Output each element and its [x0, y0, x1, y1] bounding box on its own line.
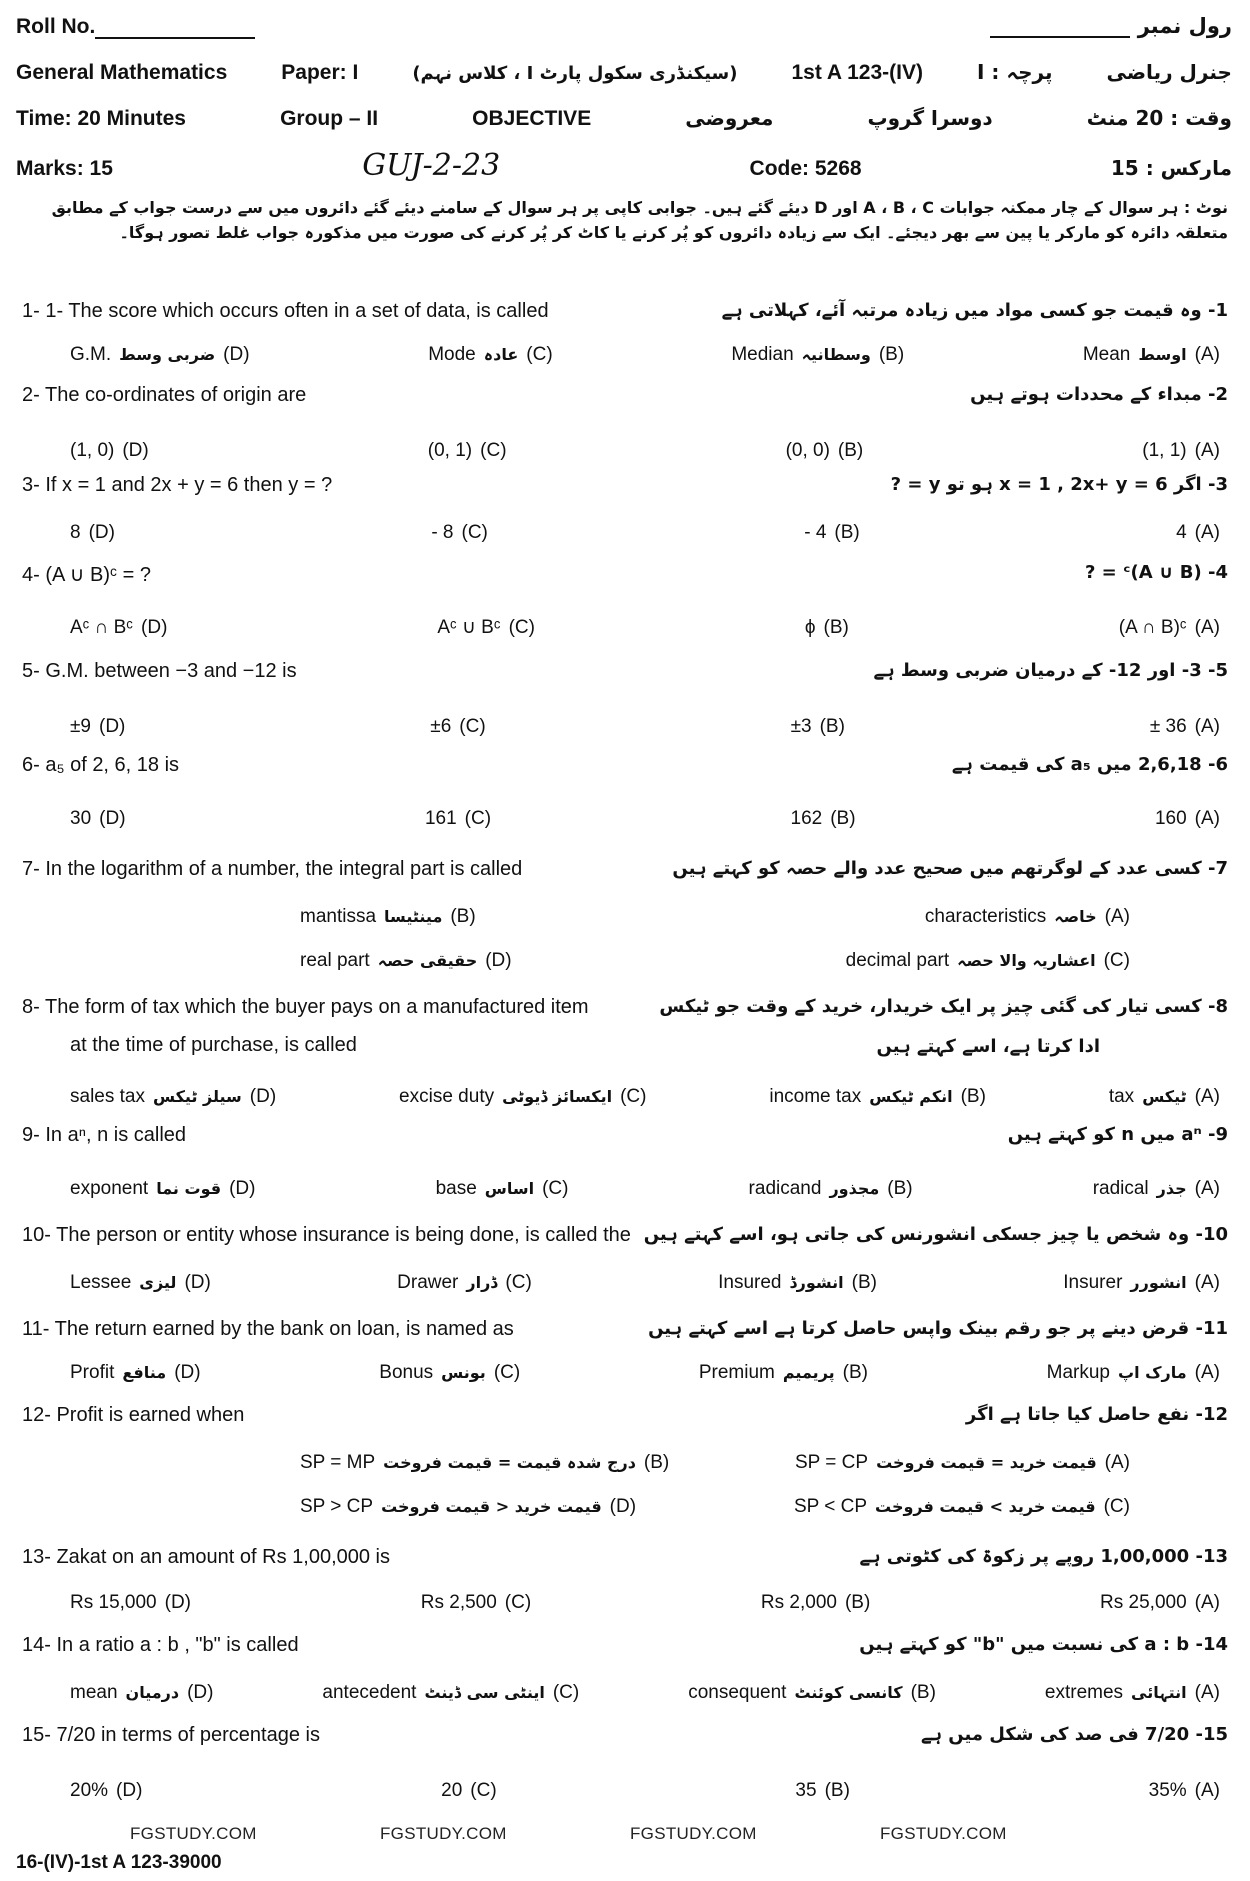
option-letter: (B) [851, 1272, 877, 1293]
option-letter: (D) [122, 440, 149, 461]
option-a [1150, 716, 1220, 738]
options-row [70, 716, 1220, 738]
option-text-urdu: قوت نما [156, 1179, 222, 1198]
question-text-urdu: 14- a : b کی نسبت میں "b" کو کہتے ہیں [859, 1634, 1228, 1655]
group-urdu: دوسرا گروپ [867, 106, 993, 130]
option-letter: (A) [1194, 808, 1220, 829]
question-text-urdu: 4- (A ∪ B)ᶜ = ? [1084, 562, 1228, 583]
option-d [70, 808, 126, 830]
option-text: Insured [718, 1272, 782, 1293]
watermark-text: FGSTUDY.COM [130, 1824, 257, 1843]
option-letter: (A) [1194, 1592, 1220, 1613]
option-text: - 4 [804, 522, 827, 543]
option-c [397, 1272, 532, 1294]
option-b [769, 1086, 986, 1108]
header-row-subject [16, 60, 1232, 85]
time: Time: 20 Minutes [16, 107, 186, 130]
option-text-urdu: وسطانیہ [801, 345, 871, 364]
option-b [804, 522, 860, 544]
option-b [761, 1592, 870, 1614]
option-text: consequent [688, 1682, 787, 1703]
option-text: ±3 [790, 716, 812, 737]
option-letter: (B) [887, 1178, 913, 1199]
option-c [846, 950, 1130, 972]
option-text-urdu: ٹیکس [1142, 1087, 1187, 1106]
options-row [300, 906, 1130, 928]
question-text-line2: at the time of purchase, is called [70, 1034, 357, 1056]
option-letter: (C) [1103, 1496, 1130, 1517]
option-text: Rs 15,000 [70, 1592, 157, 1613]
question-text: 4- (A ∪ B)ᶜ = ? [22, 564, 151, 586]
options-row [70, 1362, 1220, 1384]
options-row [70, 1780, 1220, 1802]
option-text: ±6 [430, 716, 452, 737]
option-letter: (D) [174, 1362, 201, 1383]
option-letter: (D) [229, 1178, 256, 1199]
option-text: (0, 0) [785, 440, 830, 461]
question-text-urdu: 12- نفع حاصل کیا جاتا ہے اگر [965, 1404, 1228, 1425]
option-text-urdu: ڈرار [466, 1273, 498, 1292]
option-letter: (A) [1194, 344, 1220, 365]
option-c [399, 1086, 646, 1108]
options-row [70, 440, 1220, 462]
option-text: characteristics [924, 906, 1047, 927]
option-text: 8 [70, 522, 81, 543]
option-text: Rs 2,500 [420, 1592, 497, 1613]
option-text: Bonus [379, 1362, 434, 1383]
option-letter: (C) [459, 716, 486, 737]
question-text-urdu: 10- وہ شخص یا چیز جسکی انشورنس کی جاتی ہو، اسے کہتے ہیں [643, 1224, 1228, 1245]
options-row [70, 1178, 1220, 1200]
question-text: 11- The return earned by the bank on loan, is named as [22, 1318, 514, 1340]
option-letter: (C) [505, 1272, 532, 1293]
option-text-urdu: عادہ [483, 345, 519, 364]
option-c [322, 1682, 579, 1704]
question-text-urdu: 9- aⁿ میں n کو کہتے ہیں [1007, 1124, 1228, 1145]
option-letter: (D) [164, 1592, 192, 1613]
question-text: 1- 1- The score which occurs often in a set of data, is called [22, 300, 549, 322]
question-text: 13- Zakat on an amount of Rs 1,00,000 is [22, 1546, 390, 1568]
option-text: 30 [70, 808, 92, 829]
option-b [805, 617, 849, 639]
marks: Marks: 15 [16, 157, 113, 180]
option-letter: (A) [1194, 440, 1220, 461]
option-letter: (A) [1194, 716, 1220, 737]
option-b [699, 1362, 868, 1384]
options-row [70, 522, 1220, 544]
objective: OBJECTIVE [472, 107, 592, 130]
options-row [300, 1452, 1130, 1474]
option-text: Drawer [397, 1272, 459, 1293]
option-text-urdu: قیمت خرید = قیمت فروخت [876, 1453, 1097, 1472]
header-row-time [16, 106, 1232, 131]
option-letter: (B) [837, 440, 864, 461]
option-text-urdu: انتہائی [1131, 1683, 1187, 1702]
option-text-urdu: بونس [441, 1363, 486, 1382]
paper-urdu: پرچہ : I [977, 60, 1053, 84]
option-b [300, 906, 476, 928]
option-text: excise duty [399, 1086, 495, 1107]
option-letter: (B) [844, 1592, 871, 1613]
option-c [421, 1592, 531, 1614]
option-text: 35 [795, 1780, 817, 1801]
option-letter: (C) [493, 1362, 521, 1383]
roll-no-label: Roll No. [16, 15, 255, 39]
option-d [70, 1780, 142, 1802]
option-text: Aᶜ ∩ Bᶜ [70, 617, 134, 638]
option-text-urdu: سیلز ٹیکس [152, 1087, 242, 1106]
footer-code: 16-(IV)-1st A 123-39000 [16, 1852, 222, 1873]
option-a [1142, 440, 1220, 462]
option-text: Lessee [70, 1272, 132, 1293]
option-text: Mode [428, 344, 476, 365]
option-text: 4 [1176, 522, 1187, 543]
option-c [428, 440, 507, 462]
option-text: 20% [70, 1780, 109, 1801]
option-a [1063, 1272, 1220, 1294]
option-text: SP = MP [300, 1452, 376, 1473]
option-text: G.M. [70, 344, 112, 365]
option-b [300, 1452, 669, 1474]
option-a [1149, 1780, 1220, 1802]
option-letter: (B) [643, 1452, 670, 1473]
option-a [1155, 808, 1220, 830]
option-text: income tax [769, 1086, 862, 1107]
option-a [1083, 344, 1220, 366]
option-text: (A ∩ B)ᶜ [1118, 617, 1187, 638]
option-letter: (A) [1194, 1272, 1220, 1293]
option-text-urdu: پریمیم [782, 1363, 835, 1382]
option-c [428, 344, 552, 366]
option-letter: (C) [464, 808, 492, 829]
time-urdu: وقت : 20 منٹ [1086, 106, 1232, 130]
question-text: 3- If x = 1 and 2x + y = 6 then y = ? [22, 474, 333, 496]
option-c [794, 1496, 1130, 1518]
option-letter: (A) [1194, 617, 1220, 638]
option-letter: (B) [878, 344, 905, 365]
option-text: Markup [1046, 1362, 1110, 1383]
question-text: 9- In aⁿ, n is called [22, 1124, 187, 1146]
option-b [688, 1682, 936, 1704]
options-row [70, 1272, 1220, 1294]
option-text: Mean [1082, 344, 1131, 365]
option-text-urdu: کانسی کوئنٹ [794, 1683, 903, 1702]
option-b [731, 344, 904, 366]
option-letter: (D) [116, 1780, 143, 1801]
option-d [70, 617, 167, 639]
option-text: sales tax [70, 1086, 145, 1107]
question-text: 8- The form of tax which the buyer pays on a manufactured item [22, 996, 589, 1018]
question-text: 15- 7/20 in terms of percentage is [22, 1724, 320, 1746]
option-text-urdu: حقیقی حصہ [377, 951, 478, 970]
options-row [70, 616, 1220, 639]
option-text: extremes [1044, 1682, 1124, 1703]
question-text: 2- The co-ordinates of origin are [22, 384, 307, 406]
watermark-text: FGSTUDY.COM [630, 1824, 757, 1843]
question-text: 12- Profit is earned when [22, 1404, 245, 1426]
note-line-2: متعلقہ دائرہ کو مارکر یا پین سے بھر دیجئے۔ ایک سے زیادہ دائروں کو پُر کرنے یا کاٹ کر پُر کرنے کی صورت میں مذکورہ جواب غلط تصور ہوگا۔ [119, 222, 1228, 242]
question-text-urdu: 6- 2,6,18 میں a₅ کی قیمت ہے [951, 754, 1228, 775]
option-c [431, 522, 488, 544]
header-row-roll [16, 14, 1232, 39]
roll-no-urdu: رول نمبر [990, 14, 1232, 38]
option-text: Insurer [1063, 1272, 1123, 1293]
option-text: ϕ [804, 617, 816, 638]
option-d [70, 716, 125, 738]
option-letter: (B) [960, 1086, 986, 1107]
option-text: decimal part [845, 950, 950, 971]
option-c [441, 1780, 497, 1802]
question-text: 10- The person or entity whose insurance is being done, is called the [22, 1224, 631, 1246]
question-text-urdu: 15- 7/20 فی صد کی شکل میں ہے [920, 1724, 1228, 1745]
paper-class-urdu: (سیکنڈری سکول پارٹ I ، کلاس نہم) [412, 63, 738, 84]
question-text: 5- G.M. between −3 and −12 is [22, 660, 297, 682]
option-letter: (D) [187, 1682, 214, 1703]
option-d [70, 522, 115, 544]
option-letter: (C) [552, 1682, 580, 1703]
option-b [786, 440, 864, 462]
option-text: ±9 [70, 716, 91, 737]
option-letter: (D) [88, 522, 115, 543]
option-b [791, 808, 856, 830]
roll-no-field[interactable] [95, 19, 255, 39]
question-text-urdu-line2: ادا کرتا ہے، اسے کہتے ہیں [876, 1036, 1100, 1057]
option-letter: (A) [1194, 1178, 1220, 1199]
option-b [749, 1178, 913, 1200]
option-text: antecedent [322, 1682, 417, 1703]
option-text-urdu: اساس [484, 1179, 535, 1198]
option-text: 162 [790, 808, 823, 829]
option-letter: (A) [1194, 1682, 1220, 1703]
option-text-urdu: ضربی وسط [119, 345, 216, 364]
option-text: radical [1092, 1178, 1149, 1199]
option-b [795, 1780, 849, 1802]
question-text: 7- In the logarithm of a number, the integral part is called [22, 858, 523, 880]
option-a [1109, 1086, 1220, 1108]
note-line-1: نوٹ : ہر سوال کے چار ممکنہ جوابات A ، B ، C اور D دیئے گئے ہیں۔ جوابی کاپی پر ہر سوال کے سامنے دیئے گئے دائروں میں سے درست جواب کے مطابق [51, 198, 1228, 217]
option-text: 20 [441, 1780, 463, 1801]
option-letter: (D) [184, 1272, 211, 1293]
question-text: 6- a₅ of 2, 6, 18 is [22, 754, 180, 776]
option-text-urdu: منافع [122, 1363, 167, 1382]
option-text-urdu: خاصہ [1054, 907, 1097, 926]
option-text: base [435, 1178, 477, 1199]
option-text: Rs 25,000 [1100, 1592, 1187, 1613]
option-letter: (A) [1194, 1780, 1220, 1801]
option-letter: (C) [542, 1178, 569, 1199]
option-text-urdu: مینٹیسا [384, 907, 443, 926]
option-text-urdu: قیمت خرید < قیمت فروخت [381, 1497, 602, 1516]
option-text: real part [300, 950, 370, 971]
option-text: SP = CP [795, 1452, 869, 1473]
option-text: - 8 [431, 522, 454, 543]
option-letter: (C) [504, 1592, 532, 1613]
option-c [436, 1178, 569, 1200]
question-text-urdu: 13- 1,00,000 روپے پر زکوۃ کی کٹوتی ہے [859, 1546, 1228, 1567]
option-text-urdu: لیزی [139, 1273, 177, 1292]
subject-urdu: جنرل ریاضی [1106, 60, 1232, 84]
option-text: (1, 0) [70, 440, 115, 461]
option-letter: (D) [99, 716, 126, 737]
option-letter: (D) [99, 808, 126, 829]
option-letter: (D) [609, 1496, 637, 1517]
option-b [718, 1272, 877, 1294]
option-letter: (C) [526, 344, 553, 365]
option-letter: (B) [450, 906, 476, 927]
handwritten-date: GUJ-2-23 [362, 148, 501, 183]
watermark-text: FGSTUDY.COM [380, 1824, 507, 1843]
option-d [70, 1086, 276, 1108]
option-a [795, 1452, 1130, 1474]
option-b [791, 716, 845, 738]
question-text-urdu: 3- اگر x = 1 , 2x+ y = 6 ہو تو y = ? [890, 474, 1228, 495]
option-letter: (B) [842, 1362, 868, 1383]
option-letter: (D) [141, 617, 168, 638]
option-text: Aᶜ ∪ Bᶜ [437, 617, 501, 638]
option-letter: (B) [823, 617, 849, 638]
option-text: mantissa [300, 906, 377, 927]
option-d [70, 1362, 201, 1384]
options-row [70, 344, 1220, 366]
option-a [1119, 617, 1220, 639]
header-row-marks [16, 148, 1232, 183]
option-letter: (B) [834, 522, 860, 543]
option-text-urdu: اینٹی سی ڈینٹ [424, 1683, 545, 1702]
paper: Paper: I [281, 61, 359, 84]
option-text-urdu: جذر [1156, 1179, 1187, 1198]
option-text: 161 [424, 808, 457, 829]
option-d [300, 1496, 636, 1518]
watermark-text: FGSTUDY.COM [880, 1824, 1007, 1843]
options-row [70, 1682, 1220, 1704]
subject: General Mathematics [16, 61, 228, 84]
option-d [300, 950, 512, 972]
option-d [70, 1178, 255, 1200]
option-letter: (C) [480, 440, 507, 461]
options-row [70, 808, 1220, 830]
option-letter: (D) [485, 950, 512, 971]
question-text-urdu: 7- کسی عدد کے لوگرتھم میں صحیح عدد والے حصہ کو کہتے ہیں [672, 858, 1228, 879]
option-c [437, 616, 535, 639]
option-letter: (B) [824, 1780, 850, 1801]
option-text: 35% [1148, 1780, 1187, 1801]
option-text: Rs 2,000 [760, 1592, 837, 1613]
option-a [1100, 1592, 1220, 1614]
option-text-urdu: ایکسائز ڈیوٹی [502, 1087, 613, 1106]
option-text-urdu: درج شدہ قیمت = قیمت فروخت [383, 1453, 636, 1472]
options-row [300, 1496, 1130, 1518]
option-text-urdu: اوسط [1138, 345, 1187, 364]
option-text: tax [1108, 1086, 1135, 1107]
marks-urdu: مارکس : 15 [1110, 156, 1232, 180]
code: Code: 5268 [749, 157, 862, 180]
option-letter: (C) [508, 617, 535, 638]
option-letter: (C) [470, 1780, 497, 1801]
option-text-urdu: مارک اپ [1118, 1363, 1187, 1382]
option-text: Profit [70, 1362, 115, 1383]
option-text: ± 36 [1149, 716, 1187, 737]
option-a [1045, 1682, 1220, 1704]
options-row [70, 1086, 1220, 1108]
objective-urdu: معروضی [685, 106, 774, 130]
option-a [1176, 522, 1220, 544]
option-letter: (C) [461, 522, 488, 543]
option-text: radicand [748, 1178, 822, 1199]
option-c [425, 808, 491, 830]
option-text: Premium [698, 1362, 775, 1383]
option-text: 160 [1154, 808, 1187, 829]
option-letter: (B) [910, 1682, 936, 1703]
option-letter: (D) [223, 344, 250, 365]
option-text-urdu: انکم ٹیکس [869, 1087, 953, 1106]
option-text-urdu: انشورر [1130, 1273, 1187, 1292]
option-letter: (B) [819, 716, 845, 737]
option-text-urdu: قیمت خرید > قیمت فروخت [875, 1497, 1096, 1516]
option-letter: (D) [249, 1086, 277, 1107]
option-letter: (B) [830, 808, 856, 829]
option-text: exponent [70, 1178, 149, 1199]
option-text-urdu: انشورڈ [789, 1273, 844, 1292]
option-text-urdu: مجذور [829, 1179, 880, 1198]
option-d [70, 1682, 213, 1704]
option-d [70, 344, 250, 366]
option-text: SP > CP [300, 1496, 374, 1517]
instructions-note [22, 196, 1228, 246]
option-a [925, 906, 1130, 928]
options-row [70, 1592, 1220, 1614]
option-text-urdu: درمیان [125, 1683, 180, 1702]
options-row [300, 950, 1130, 972]
option-text: SP < CP [793, 1496, 867, 1517]
option-letter: (A) [1194, 1086, 1220, 1107]
option-a [1093, 1178, 1220, 1200]
option-a [1047, 1362, 1220, 1384]
option-d [70, 440, 149, 462]
option-letter: (C) [620, 1086, 647, 1107]
option-d [70, 1272, 211, 1294]
question-text-urdu: 11- قرض دینے پر جو رقم بینک واپس حاصل کرتا ہے اسے کہتے ہیں [648, 1318, 1228, 1339]
question-text: 14- In a ratio a : b , "b" is called [22, 1634, 299, 1656]
question-text-urdu: 1- وہ قیمت جو کسی مواد میں زیادہ مرتبہ آئے، کہلاتی ہے [721, 300, 1228, 321]
group: Group – II [280, 107, 379, 130]
paper-code: 1st A 123-(IV) [791, 61, 923, 84]
question-text-urdu: 5- 3- اور 12- کے درمیان ضربی وسط ہے [873, 660, 1228, 681]
option-d [70, 1592, 191, 1614]
option-letter: (A) [1194, 1362, 1220, 1383]
option-text-urdu: اعشاریہ والا حصہ [957, 951, 1096, 970]
option-text: mean [70, 1682, 118, 1703]
option-text: Median [731, 344, 794, 365]
option-text: (1, 1) [1142, 440, 1187, 461]
option-text: (0, 1) [427, 440, 473, 461]
option-c [379, 1362, 520, 1384]
option-letter: (C) [1103, 950, 1130, 971]
question-text-urdu: 2- مبداء کے محددات ہوتے ہیں [970, 384, 1228, 405]
option-letter: (A) [1194, 522, 1220, 543]
option-letter: (A) [1104, 1452, 1130, 1473]
option-letter: (A) [1104, 906, 1130, 927]
option-c [430, 716, 485, 738]
question-text-urdu: 8- کسی تیار کی گئی چیز پر ایک خریدار، خرید کے وقت جو ٹیکس [659, 996, 1228, 1017]
